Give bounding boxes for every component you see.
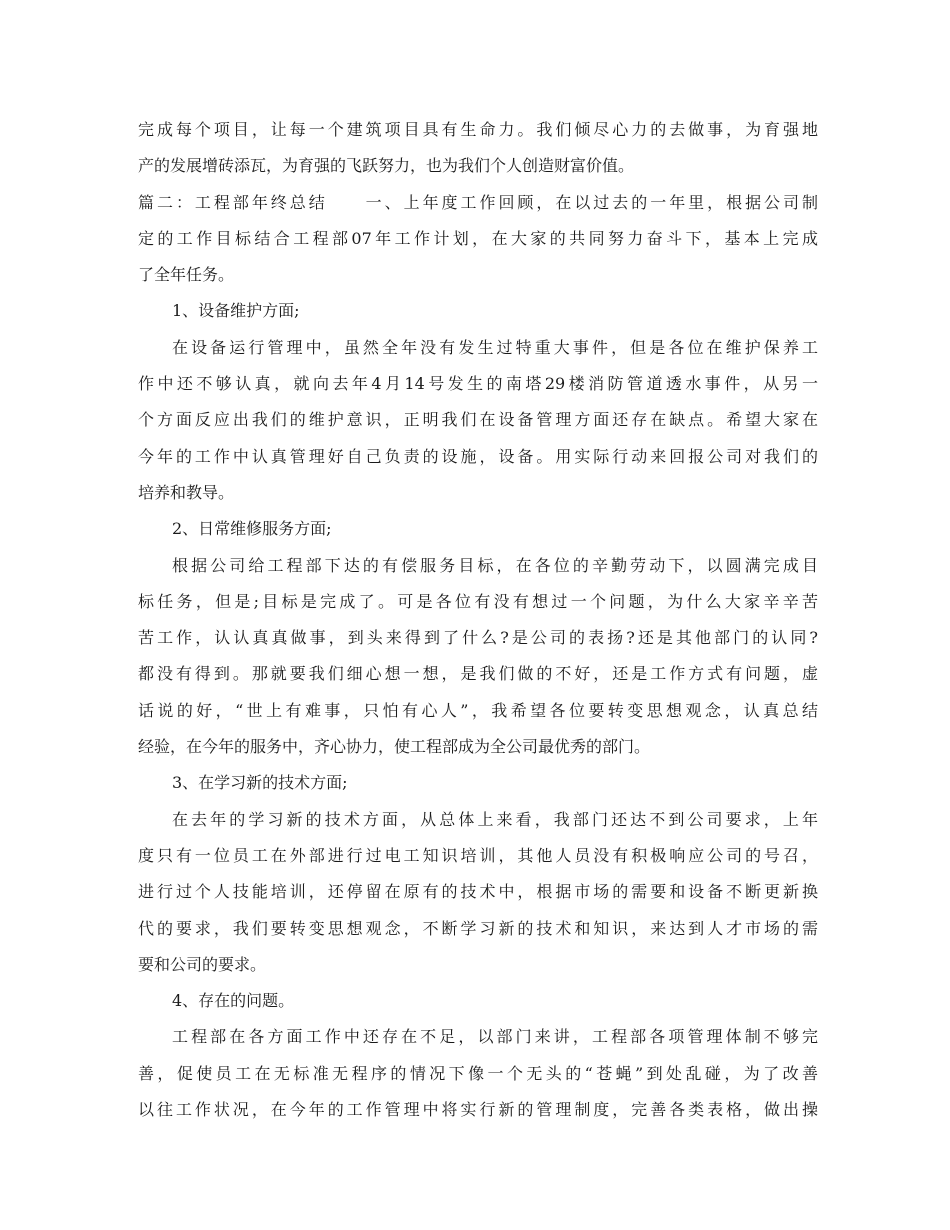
- text-line: [138, 402, 818, 438]
- text-line: [138, 1092, 818, 1128]
- text-line: [138, 366, 818, 402]
- text-line: [138, 1056, 818, 1092]
- text-line-content: 度只有一位员工在外部进行过电工知识培训，其他人员没有积极响应公司的号召，: [138, 845, 818, 865]
- text-line-content: 1、设备维护方面;: [172, 301, 300, 321]
- text-line-content: 善，促使员工在无标准无程序的情况下像一个无头的“苍蝇”到处乱碰，为了改善: [138, 1063, 818, 1083]
- text-line: [138, 293, 818, 329]
- text-line-content: 话说的好，“世上有难事，只怕有心人”，我希望各位要转变思想观念，认真总结: [138, 700, 818, 720]
- text-line-content: 3、在学习新的技术方面;: [172, 773, 348, 793]
- document-body: [138, 112, 818, 1128]
- text-line-content: 个方面反应出我们的维护意识，正明我们在设备管理方面还存在缺点。希望大家在: [138, 410, 818, 430]
- text-line: [138, 874, 818, 910]
- text-line: [138, 765, 818, 801]
- text-line-content: 了全年任务。: [138, 265, 235, 285]
- text-line-content: 根据公司给工程部下达的有偿服务目标，在各位的辛勤劳动下，以圆满完成目: [172, 555, 818, 575]
- text-line: [138, 911, 818, 947]
- text-line: [138, 983, 818, 1019]
- text-line: [138, 439, 818, 475]
- text-line-content: 以往工作状况，在今年的工作管理中将实行新的管理制度，完善各类表格，做出操: [138, 1100, 818, 1120]
- text-line-content: 篇二：工程部年终总结 一、上年度工作回顾，在以过去的一年里，根据公司制: [138, 192, 818, 212]
- text-line-content: 经验，在今年的服务中，齐心协力，使工程部成为全公司最优秀的部门。: [138, 737, 651, 757]
- text-line-content: 培养和教导。: [138, 482, 235, 502]
- text-line: [138, 693, 818, 729]
- text-line-content: 作中还不够认真，就向去年4月14号发生的南塔29楼消防管道透水事件，从另一: [138, 374, 818, 394]
- text-line: [138, 511, 818, 547]
- text-line-content: 在去年的学习新的技术方面，从总体上来看，我部门还达不到公司要求，上年: [172, 809, 818, 829]
- text-line-content: 今年的工作中认真管理好自己负责的设施，设备。用实际行动来回报公司对我们的: [138, 446, 818, 466]
- text-line-content: 苦工作，认认真真做事，到头来得到了什么?是公司的表扬?还是其他部门的认同?: [138, 628, 818, 648]
- text-line-content: 定的工作目标结合工程部07年工作计划，在大家的共同努力奋斗下，基本上完成: [138, 228, 818, 248]
- text-line-content: 产的发展增砖添瓦，为育强的飞跃努力，也为我们个人创造财富价值。: [138, 156, 635, 176]
- text-line: [138, 802, 818, 838]
- text-line: [138, 257, 818, 293]
- text-line: [138, 729, 818, 765]
- text-line-content: 进行过个人技能培训，还停留在原有的技术中，根据市场的需要和设备不断更新换: [138, 882, 818, 902]
- text-line-content: 4、存在的问题。: [172, 991, 295, 1011]
- text-line: [138, 1019, 818, 1055]
- text-line: [138, 838, 818, 874]
- text-line-content: 完成每个项目，让每一个建筑项目具有生命力。我们倾尽心力的去做事，为育强地: [138, 120, 818, 139]
- text-line: [138, 330, 818, 366]
- text-line-content: 2、日常维修服务方面;: [172, 519, 332, 539]
- text-line: [138, 656, 818, 692]
- text-line-content: 都没有得到。那就要我们细心想一想，是我们做的不好，还是工作方式有问题，虚: [138, 664, 818, 684]
- text-line-content: 工程部在各方面工作中还存在不足，以部门来讲，工程部各项管理体制不够完: [172, 1027, 818, 1047]
- text-line: [138, 620, 818, 656]
- text-line-content: 在设备运行管理中，虽然全年没有发生过特重大事件，但是各位在维护保养工: [172, 337, 818, 357]
- text-line: [138, 947, 818, 983]
- text-line: [138, 584, 818, 620]
- text-line-content: 标任务，但是;目标是完成了。可是各位有没有想过一个问题，为什么大家辛辛苦: [138, 591, 818, 611]
- text-line: [138, 112, 818, 148]
- text-line: [138, 185, 818, 221]
- text-line: [138, 148, 818, 184]
- text-line: [138, 548, 818, 584]
- text-line: [138, 221, 818, 257]
- text-line: [138, 475, 818, 511]
- text-line-content: 代的要求，我们要转变思想观念，不断学习新的技术和知识，来达到人才市场的需: [138, 918, 818, 938]
- text-line-content: 要和公司的要求。: [138, 954, 267, 974]
